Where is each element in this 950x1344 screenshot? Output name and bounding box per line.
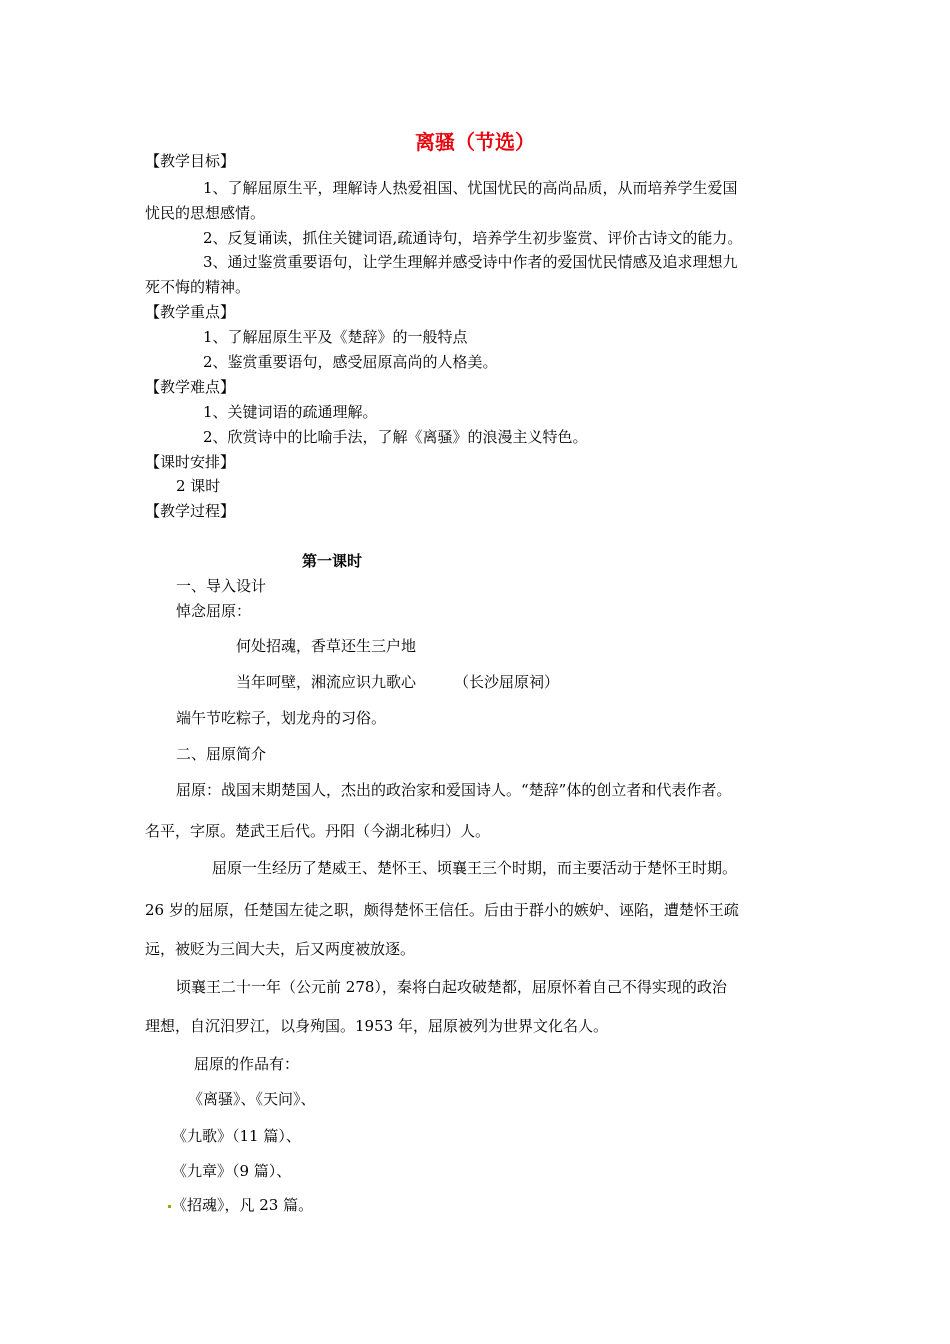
life-line1: 屈原一生经历了楚威王、楚怀王、顷襄王三个时期，而主要活动于楚怀王时期。 xyxy=(212,859,738,877)
part2-heading: 二、屈原简介 xyxy=(176,745,267,763)
document-title: 离骚（节选） xyxy=(415,130,535,154)
difficult-item2: 2、欣赏诗中的比喻手法，了解《离骚》的浪漫主义特色。 xyxy=(203,428,588,446)
lesson1-heading: 第一课时 xyxy=(302,552,363,570)
goals-heading: 【教学目标】 xyxy=(145,152,236,170)
key-item2: 2、鉴赏重要语句，感受屈原高尚的人格美。 xyxy=(203,353,498,371)
intro-line1: 屈原：战国末期楚国人，杰出的政治家和爱国诗人。“楚辞”体的创立者和代表作者。 xyxy=(176,781,732,799)
death-line1: 顷襄王二十一年（公元前 278），秦将白起攻破楚都，屈原怀着自己不得实现的政治 xyxy=(176,978,727,996)
key-item1: 1、了解屈原生平及《楚辞》的一般特点 xyxy=(203,328,468,346)
goals-item1-line1: 1、了解屈原生平，理解诗人热爱祖国、忧国忧民的高尚品质，从而培养学生爱国 xyxy=(203,179,738,197)
goals-item3-line1: 3、通过鉴赏重要语句，让学生理解并感受诗中作者的爱国忧民情感及追求理想九 xyxy=(203,253,738,271)
couplet-source: （长沙屈原祠） xyxy=(454,673,560,691)
schedule-heading: 【课时安排】 xyxy=(145,453,236,471)
works-line4: 《招魂》，凡 23 篇。 xyxy=(172,1196,314,1214)
works-line1: 《离骚》、《天问》、 xyxy=(188,1090,316,1108)
mourn-text: 悼念屈原： xyxy=(176,602,252,620)
goals-item1-line2: 忧民的思想感情。 xyxy=(145,204,266,222)
death-line2: 理想，自沉汨罗江，以身殉国。1953 年，屈原被列为世界文化名人。 xyxy=(145,1017,608,1035)
part1-heading: 一、导入设计 xyxy=(176,577,267,595)
key-heading: 【教学重点】 xyxy=(145,303,236,321)
custom-text: 端午节吃粽子，划龙舟的习俗。 xyxy=(176,709,387,727)
difficult-item1: 1、关键词语的疏通理解。 xyxy=(203,403,378,421)
process-heading: 【教学过程】 xyxy=(145,502,236,520)
difficult-heading: 【教学难点】 xyxy=(145,378,236,396)
works-heading: 屈原的作品有： xyxy=(194,1055,300,1073)
schedule-value: 2 课时 xyxy=(176,477,221,495)
works-line3: 《九章》（9 篇）、 xyxy=(172,1162,292,1180)
intro-line2: 名平，字原。楚武王后代。丹阳（今湖北秭归）人。 xyxy=(145,822,491,840)
life-line2: 26 岁的屈原，任楚国左徒之职，颇得楚怀王信任。后由于群小的嫉妒、诬陷，遭楚怀王疏 xyxy=(145,901,739,919)
works-line2: 《九歌》（11 篇）、 xyxy=(172,1127,301,1145)
marker-dot xyxy=(168,1205,171,1208)
goals-item2: 2、反复诵读，抓住关键词语,疏通诗句，培养学生初步鉴赏、评价古诗文的能力。 xyxy=(203,229,743,247)
couplet-line1: 何处招魂，香草还生三户地 xyxy=(236,637,417,655)
couplet-line2: 当年呵壁，湘流应识九歌心 xyxy=(236,673,417,691)
goals-item3-line2: 死不悔的精神。 xyxy=(145,278,251,296)
life-line3: 远，被贬为三闾大夫，后又两度被放逐。 xyxy=(145,940,416,958)
